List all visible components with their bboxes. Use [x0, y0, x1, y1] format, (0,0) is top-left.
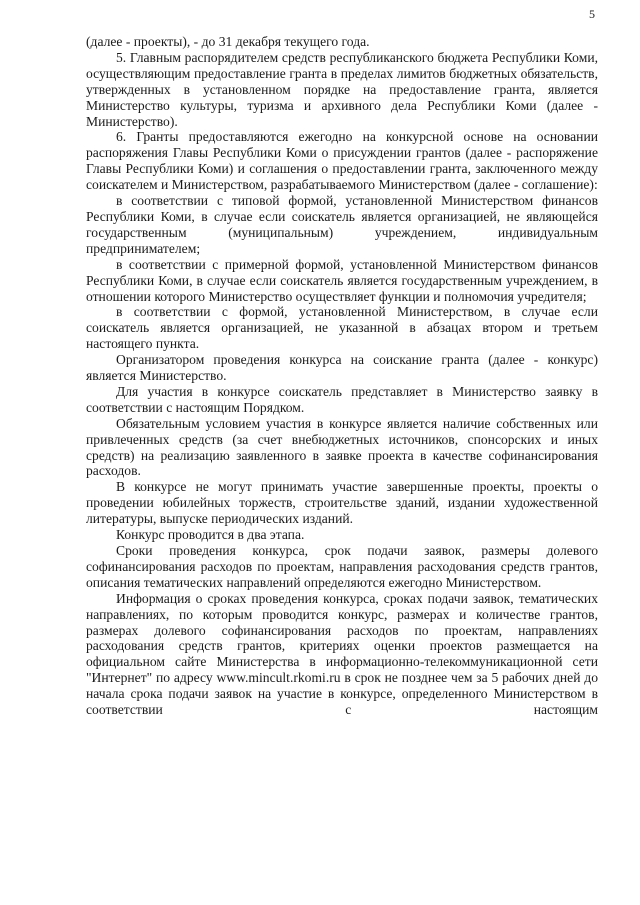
paragraph-item-5: 5. Главным распорядителем средств республиканского бюджета Республики Коми, осуществляющим предоставление гранта в пределах лимитов бюджетных обязательств, утвержденных в установленном порядке на предоставление гранта, является Министерство культуры, туризма и архивного дела Республики Коми (далее - Министерство).: [86, 49, 598, 129]
document-body: [86, 34, 598, 718]
paragraph-organizer: Организатором проведения конкурса на соискание гранта (далее - конкурс) является Министерство.: [86, 352, 598, 384]
paragraph-continuation: (далее - проекты), - до 31 декабря текущего года.: [86, 34, 370, 49]
paragraph-application: Для участия в конкурсе соискатель представляет в Министерство заявку в соответствии с настоящим Порядком.: [86, 383, 598, 415]
paragraph-sample-form: в соответствии с примерной формой, установленной Министерством финансов Республики Коми, в случае если соискатель является государственным учреждением, в отношении которого Министерство осуществляет функции и полномочия учредителя;: [86, 256, 598, 304]
paragraph-exclusions: В конкурсе не могут принимать участие завершенные проекты, проекты о проведении юбилейных торжеств, строительстве зданий, издании художественной литературы, выпуске периодических изданий.: [86, 479, 598, 527]
paragraph-terms: Сроки проведения конкурса, срок подачи заявок, размеры долевого софинансирования расходов по проектам, направления расходования средств грантов, описания тематических направлений определяются ежегодно Министерством.: [86, 543, 598, 590]
paragraph-cofinancing: Обязательным условием участия в конкурсе является наличие собственных или привлеченных средств (за счет внебюджетных источников, спонсорских и иных средств) на реализацию заявленного в заявке проекта в качестве софинансирования расходов.: [86, 415, 598, 479]
paragraph-typical-form: в соответствии с типовой формой, установленной Министерством финансов Республики Коми, в случае если соискатель является организацией, не являющейся государственным (муниципальным) учреждением, индивидуальным предпринимателем;: [86, 193, 598, 256]
paragraph-information: Информация о сроках проведения конкурса, сроках подачи заявок, тематических направлениях, по которым проводится конкурс, размерах и количестве грантов, размерах долевого софинансирования расходов по проектам, направлениях расходования средств грантов, критериях оценки проектов размещается на официальном сайте Министерства в информационно-телекоммуникационной сети "Интернет" по адресу www.mincult.rkomi.ru в срок не позднее чем за 5 рабочих дней до начала срока подачи заявок на участие в конкурсе, определенного Министерством в соответствии с настоящим: [86, 590, 598, 718]
paragraph-item-6: 6. Гранты предоставляются ежегодно на конкурсной основе на основании распоряжения Главы Республики Коми о присуждении грантов (далее - распоряжение Главы Республики Коми) и соглашения о предоставлении гранта, заключенного между соискателем и Министерством, разрабатываемого Министерством (далее - соглашение):: [86, 129, 598, 193]
page-number: 5: [589, 7, 595, 21]
paragraph-ministry-form: в соответствии с формой, установленной Министерством, в случае если соискатель является организацией, не указанной в абзацах втором и третьем настоящего пункта.: [86, 304, 598, 352]
paragraph-stages: Конкурс проводится в два этапа.: [116, 527, 305, 543]
